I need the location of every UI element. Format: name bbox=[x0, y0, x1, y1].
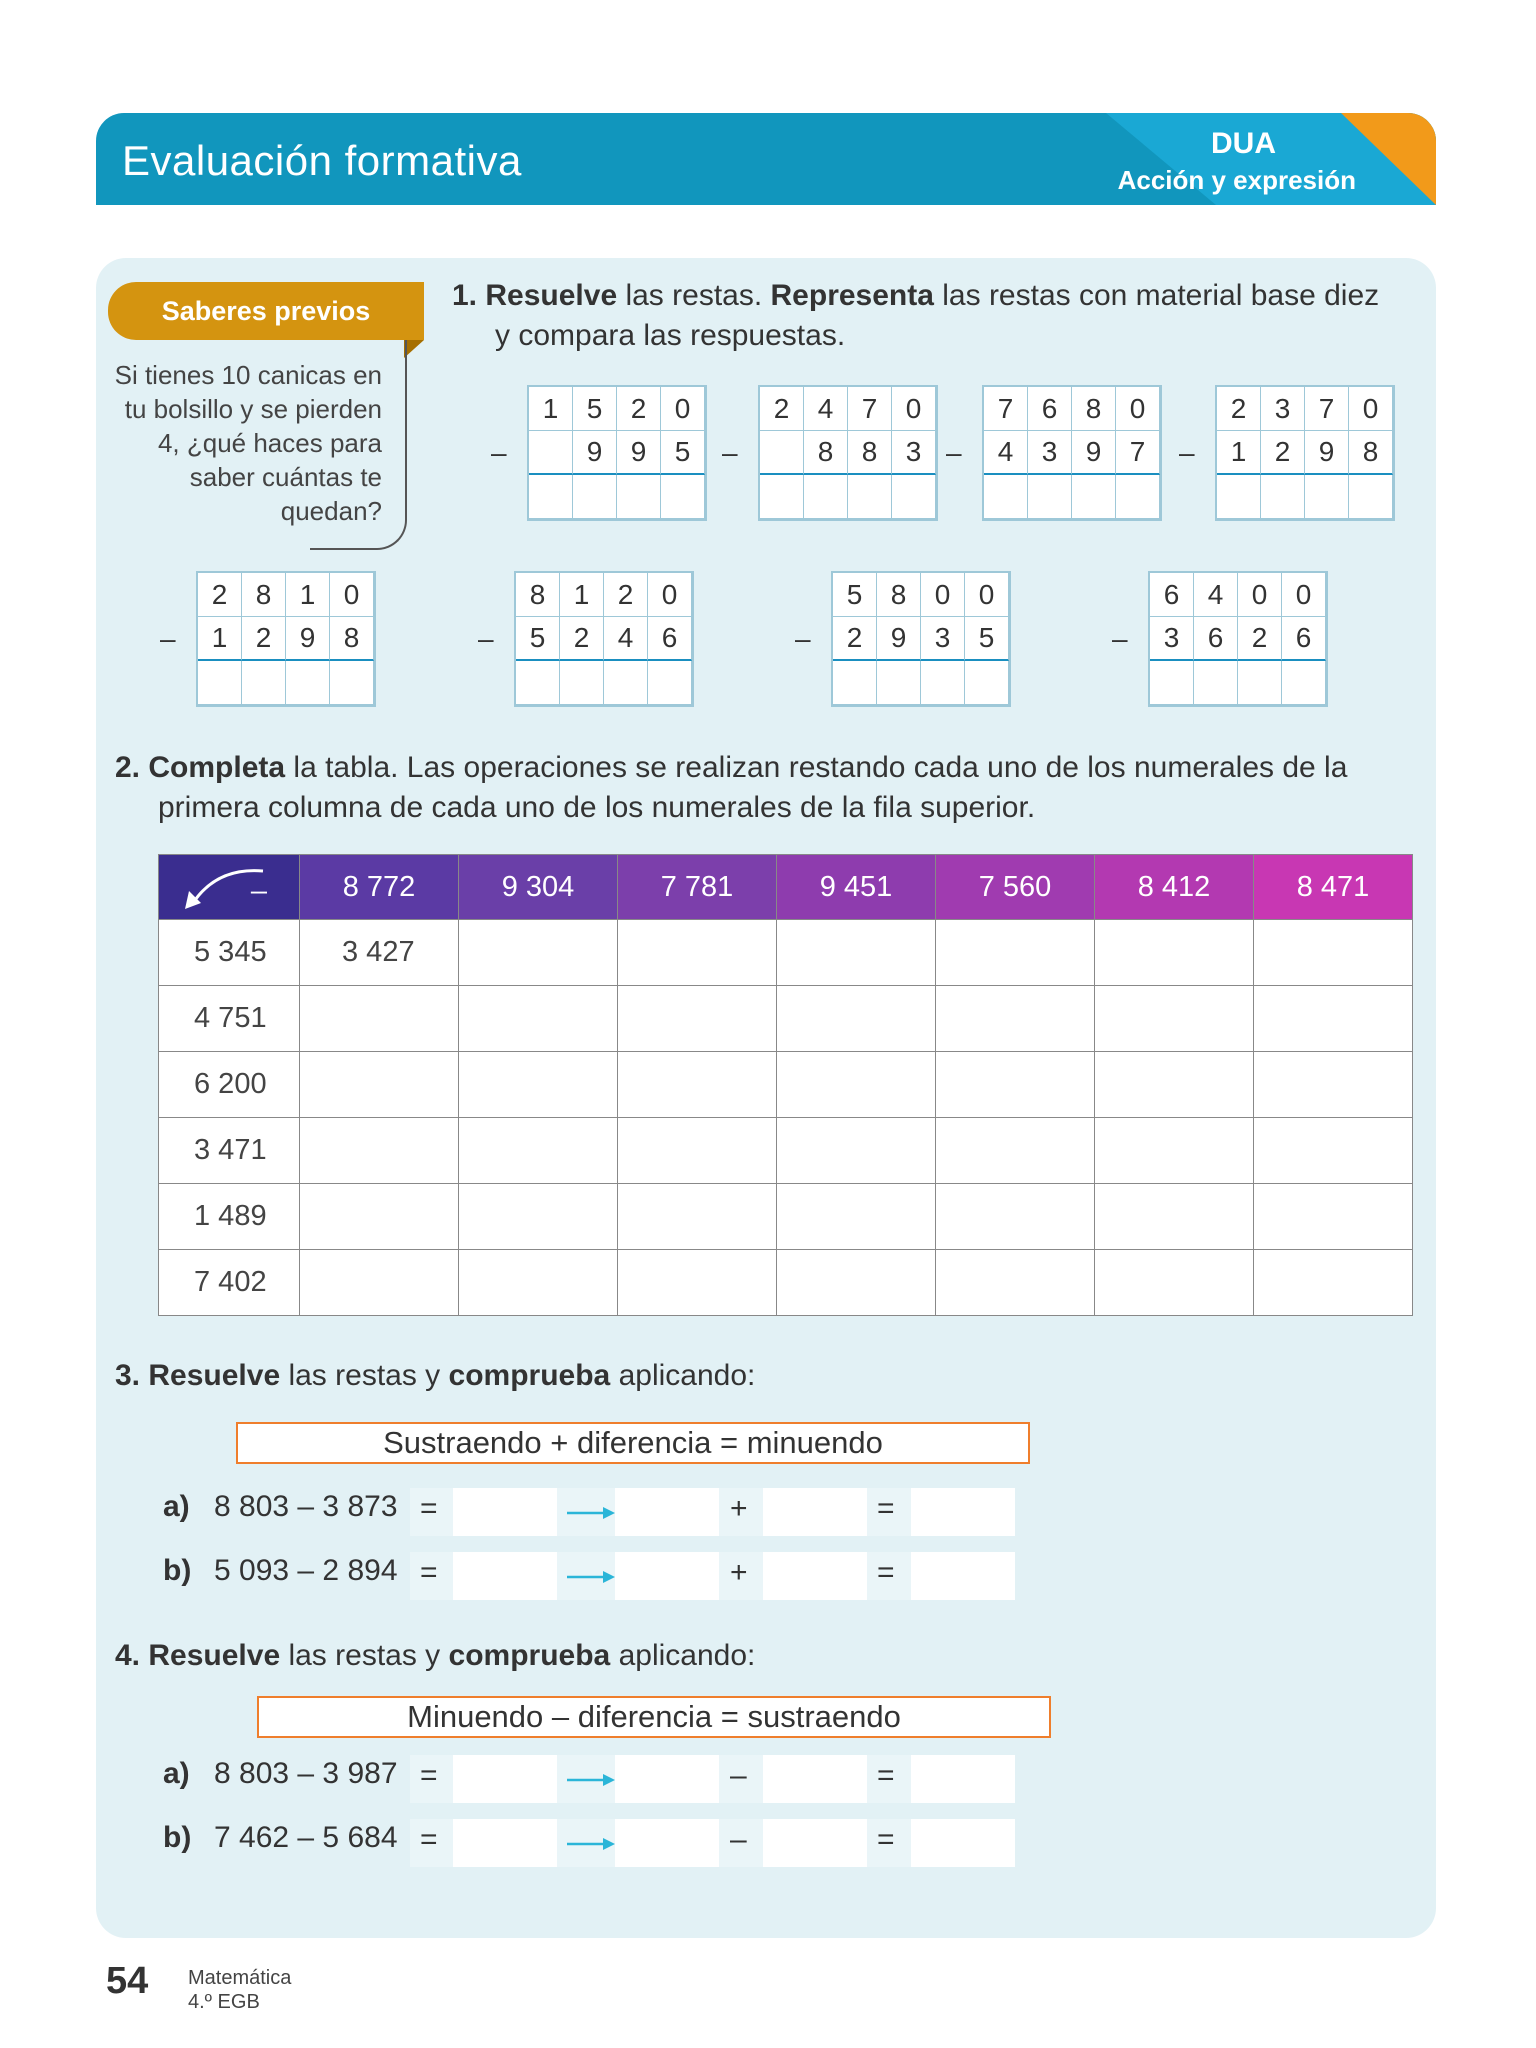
item-label: b) bbox=[163, 1821, 192, 1854]
minuend-digit: 0 bbox=[965, 573, 1009, 617]
answer-digit-cell[interactable] bbox=[804, 475, 848, 519]
subtraction-grid bbox=[527, 385, 707, 521]
result-cell[interactable] bbox=[1254, 1052, 1413, 1118]
answer-digit-cell[interactable] bbox=[529, 475, 573, 519]
subtrahend-digit: 2 bbox=[1261, 431, 1305, 475]
answer-digit-cell[interactable] bbox=[1305, 475, 1349, 519]
minuend-digit: 7 bbox=[848, 387, 892, 431]
result-cell[interactable] bbox=[459, 986, 618, 1052]
row-label-cell: 5 345 bbox=[159, 920, 300, 986]
subtrahend-digit: 3 bbox=[1150, 617, 1194, 661]
result-cell[interactable] bbox=[459, 1118, 618, 1184]
equals-sign: = bbox=[420, 1759, 438, 1792]
answer-digit-cell[interactable] bbox=[198, 661, 242, 705]
result-cell[interactable] bbox=[936, 1118, 1095, 1184]
result-cell[interactable] bbox=[936, 1052, 1095, 1118]
question-2: 2. Completa la tabla. Las operaciones se realizan restando cada uno de los numerales de la primera columna de cada uno de los numerales de la fila superior. bbox=[115, 751, 1348, 824]
minuend-digit: 7 bbox=[984, 387, 1028, 431]
subtrahend-digit: 5 bbox=[516, 617, 560, 661]
table-corner-cell: – bbox=[159, 855, 300, 920]
footer-subject: Matemática 4.º EGB bbox=[188, 1967, 292, 2013]
answer-digit-cell[interactable] bbox=[892, 475, 936, 519]
minuend-digit: 0 bbox=[648, 573, 692, 617]
answer-box[interactable] bbox=[911, 1488, 1015, 1536]
table-header-cell: 8 471 bbox=[1254, 855, 1413, 920]
answer-box[interactable] bbox=[911, 1552, 1015, 1600]
row-label-cell: 3 471 bbox=[159, 1118, 300, 1184]
page-number: 54 bbox=[106, 1960, 149, 2002]
subtraction-grid bbox=[831, 571, 1011, 707]
result-cell[interactable] bbox=[936, 1250, 1095, 1316]
result-cell[interactable] bbox=[459, 1052, 618, 1118]
minus-sign: – bbox=[491, 437, 507, 468]
answer-box[interactable] bbox=[911, 1755, 1015, 1803]
result-cell[interactable] bbox=[936, 920, 1095, 986]
minus-sign: – bbox=[160, 623, 176, 654]
result-cell[interactable] bbox=[1254, 986, 1413, 1052]
formula-box-4: Minuendo – diferencia = sustraendo bbox=[257, 1696, 1051, 1738]
result-cell[interactable] bbox=[459, 920, 618, 986]
minuend-digit: 2 bbox=[198, 573, 242, 617]
answer-digit-cell[interactable] bbox=[1217, 475, 1261, 519]
row-label-cell: 1 489 bbox=[159, 1184, 300, 1250]
equals-sign: = bbox=[877, 1823, 895, 1856]
subtrahend-digit: 2 bbox=[560, 617, 604, 661]
result-cell[interactable] bbox=[618, 1052, 777, 1118]
result-cell[interactable] bbox=[777, 1184, 936, 1250]
subtrahend-digit: 2 bbox=[833, 617, 877, 661]
subtrahend-digit: 8 bbox=[848, 431, 892, 475]
equals-sign: = bbox=[877, 1556, 895, 1589]
table-header-cell: 7 781 bbox=[618, 855, 777, 920]
item-label: a) bbox=[163, 1490, 190, 1523]
subtrahend-digit: 8 bbox=[330, 617, 374, 661]
subtrahend-digit: 1 bbox=[1217, 431, 1261, 475]
subtrahend-digit: 4 bbox=[984, 431, 1028, 475]
minuend-digit: 2 bbox=[1217, 387, 1261, 431]
result-cell[interactable] bbox=[459, 1250, 618, 1316]
result-cell[interactable] bbox=[777, 920, 936, 986]
section-header bbox=[96, 113, 1436, 205]
minus-sign: – bbox=[722, 437, 738, 468]
result-cell[interactable] bbox=[936, 986, 1095, 1052]
answer-digit-cell[interactable] bbox=[833, 661, 877, 705]
answer-digit-cell[interactable] bbox=[648, 661, 692, 705]
answer-digit-cell[interactable] bbox=[1238, 661, 1282, 705]
item-label: b) bbox=[163, 1554, 192, 1587]
table-row bbox=[159, 986, 1413, 1052]
subtrahend-digit: 4 bbox=[604, 617, 648, 661]
result-cell[interactable] bbox=[1095, 986, 1254, 1052]
minuend-digit: 2 bbox=[760, 387, 804, 431]
answer-box[interactable] bbox=[763, 1552, 867, 1600]
result-cell[interactable] bbox=[1095, 1184, 1254, 1250]
result-cell[interactable] bbox=[618, 1250, 777, 1316]
subtrahend-digit: 6 bbox=[1194, 617, 1238, 661]
minuend-digit: 7 bbox=[1305, 387, 1349, 431]
subtrahend-digit: 3 bbox=[892, 431, 936, 475]
result-cell[interactable] bbox=[1095, 1052, 1254, 1118]
answer-digit-cell[interactable] bbox=[1261, 475, 1305, 519]
answer-box[interactable] bbox=[763, 1755, 867, 1803]
subtrahend-digit: 2 bbox=[242, 617, 286, 661]
table-header-cell: 8 772 bbox=[300, 855, 459, 920]
minuend-digit: 0 bbox=[330, 573, 374, 617]
subtrahend-digit: 9 bbox=[1305, 431, 1349, 475]
minus-sign: – bbox=[1112, 623, 1128, 654]
minus-sign: – bbox=[795, 623, 811, 654]
minuend-digit: 8 bbox=[877, 573, 921, 617]
answer-digit-cell[interactable] bbox=[1282, 661, 1326, 705]
arrow-right-icon bbox=[567, 1570, 615, 1584]
subtrahend-digit: 9 bbox=[1072, 431, 1116, 475]
answer-digit-cell[interactable] bbox=[516, 661, 560, 705]
result-cell[interactable] bbox=[300, 1052, 459, 1118]
answer-digit-cell[interactable] bbox=[1150, 661, 1194, 705]
minuend-digit: 0 bbox=[921, 573, 965, 617]
saberes-previos-tag: Saberes previos bbox=[108, 282, 424, 340]
result-cell[interactable]: 3 427 bbox=[300, 920, 459, 986]
subtrahend-digit: 6 bbox=[648, 617, 692, 661]
subtrahend-digit: 7 bbox=[1116, 431, 1160, 475]
answer-digit-cell[interactable] bbox=[984, 475, 1028, 519]
answer-digit-cell[interactable] bbox=[1072, 475, 1116, 519]
minuend-digit: 1 bbox=[286, 573, 330, 617]
arrow-right-icon bbox=[567, 1506, 615, 1520]
subtraction-expression: 5 093 – 2 894 bbox=[214, 1554, 398, 1587]
minuend-digit: 0 bbox=[1238, 573, 1282, 617]
subtrahend-digit bbox=[529, 431, 573, 475]
answer-box[interactable] bbox=[615, 1552, 719, 1600]
subtraction-table bbox=[158, 854, 1413, 1316]
answer-box[interactable] bbox=[615, 1755, 719, 1803]
minuend-digit: 0 bbox=[1349, 387, 1393, 431]
answer-digit-cell[interactable] bbox=[286, 661, 330, 705]
minuend-digit: 0 bbox=[1282, 573, 1326, 617]
minuend-digit: 8 bbox=[1072, 387, 1116, 431]
formula-box-3: Sustraendo + diferencia = minuendo bbox=[236, 1422, 1030, 1464]
minuend-digit: 5 bbox=[833, 573, 877, 617]
subtraction-expression: 7 462 – 5 684 bbox=[214, 1821, 398, 1854]
subtrahend-digit: 3 bbox=[921, 617, 965, 661]
question-4: 4. Resuelve las restas y comprueba aplicando: bbox=[115, 1639, 756, 1672]
minuend-digit: 4 bbox=[804, 387, 848, 431]
saberes-question: Si tienes 10 canicas en tu bolsillo y se pierden 4, ¿qué haces para saber cuántas te quedan? bbox=[114, 360, 382, 526]
answer-box[interactable] bbox=[911, 1819, 1015, 1867]
minuend-digit: 0 bbox=[892, 387, 936, 431]
answer-digit-cell[interactable] bbox=[1194, 661, 1238, 705]
table-row bbox=[159, 1184, 1413, 1250]
subtraction-grid bbox=[196, 571, 376, 707]
subtrahend-digit: 6 bbox=[1282, 617, 1326, 661]
minus-sign: – bbox=[946, 437, 962, 468]
result-cell[interactable] bbox=[300, 1184, 459, 1250]
subtrahend-digit: 5 bbox=[965, 617, 1009, 661]
operation-sign: – bbox=[730, 1823, 747, 1856]
answer-box[interactable] bbox=[453, 1819, 557, 1867]
answer-box[interactable] bbox=[763, 1819, 867, 1867]
result-cell[interactable] bbox=[1254, 1184, 1413, 1250]
answer-digit-cell[interactable] bbox=[242, 661, 286, 705]
subtrahend-digit: 1 bbox=[198, 617, 242, 661]
dua-label: DUA bbox=[1211, 127, 1276, 160]
result-cell[interactable] bbox=[1095, 1250, 1254, 1316]
subtrahend-digit: 9 bbox=[286, 617, 330, 661]
answer-digit-cell[interactable] bbox=[560, 661, 604, 705]
answer-digit-cell[interactable] bbox=[573, 475, 617, 519]
table-row bbox=[159, 1052, 1413, 1118]
equals-sign: = bbox=[420, 1492, 438, 1525]
result-cell[interactable] bbox=[618, 920, 777, 986]
result-cell[interactable] bbox=[300, 1250, 459, 1316]
answer-digit-cell[interactable] bbox=[848, 475, 892, 519]
operation-sign: – bbox=[730, 1759, 747, 1792]
row-label-cell: 7 402 bbox=[159, 1250, 300, 1316]
minuend-digit: 0 bbox=[1116, 387, 1160, 431]
result-cell[interactable] bbox=[936, 1184, 1095, 1250]
arrow-right-icon bbox=[567, 1837, 615, 1851]
result-cell[interactable] bbox=[1095, 1118, 1254, 1184]
result-cell[interactable] bbox=[1254, 1118, 1413, 1184]
answer-digit-cell[interactable] bbox=[1116, 475, 1160, 519]
answer-digit-cell[interactable] bbox=[1028, 475, 1072, 519]
subtrahend-digit: 5 bbox=[661, 431, 705, 475]
answer-digit-cell[interactable] bbox=[921, 661, 965, 705]
subtraction-expression: 8 803 – 3 987 bbox=[214, 1757, 398, 1790]
table-header-cell: 9 451 bbox=[777, 855, 936, 920]
result-cell[interactable] bbox=[459, 1184, 618, 1250]
item-label: a) bbox=[163, 1757, 190, 1790]
subtraction-grid bbox=[1215, 385, 1395, 521]
subtrahend-digit: 9 bbox=[573, 431, 617, 475]
table-row bbox=[159, 920, 1413, 986]
minuend-digit: 0 bbox=[661, 387, 705, 431]
answer-box[interactable] bbox=[453, 1488, 557, 1536]
result-cell[interactable] bbox=[1095, 920, 1254, 986]
answer-digit-cell[interactable] bbox=[330, 661, 374, 705]
result-cell[interactable] bbox=[1254, 920, 1413, 986]
subtraction-grid bbox=[982, 385, 1162, 521]
result-cell[interactable] bbox=[1254, 1250, 1413, 1316]
question-3: 3. Resuelve las restas y comprueba aplicando: bbox=[115, 1359, 756, 1392]
equals-sign: = bbox=[877, 1759, 895, 1792]
question-1: 1. Resuelve las restas. Representa las restas con material base diez y compara las respuestas. bbox=[452, 279, 1380, 352]
subtraction-grid bbox=[758, 385, 938, 521]
result-cell[interactable] bbox=[777, 1250, 936, 1316]
result-cell[interactable] bbox=[777, 1052, 936, 1118]
table-row bbox=[159, 1118, 1413, 1184]
row-label-cell: 4 751 bbox=[159, 986, 300, 1052]
result-cell[interactable] bbox=[300, 1118, 459, 1184]
answer-box[interactable] bbox=[453, 1755, 557, 1803]
arrow-right-icon bbox=[567, 1773, 615, 1787]
subtrahend-digit: 8 bbox=[804, 431, 848, 475]
dua-sublabel: Acción y expresión bbox=[1117, 165, 1356, 195]
minuend-digit: 4 bbox=[1194, 573, 1238, 617]
equals-sign: = bbox=[420, 1556, 438, 1589]
equals-sign: = bbox=[420, 1823, 438, 1856]
subtraction-grid bbox=[1148, 571, 1328, 707]
minuend-digit: 5 bbox=[573, 387, 617, 431]
subtrahend-digit: 2 bbox=[1238, 617, 1282, 661]
answer-box[interactable] bbox=[763, 1488, 867, 1536]
answer-digit-cell[interactable] bbox=[965, 661, 1009, 705]
subtraction-grid bbox=[514, 571, 694, 707]
answer-box[interactable] bbox=[453, 1552, 557, 1600]
subtrahend-digit: 3 bbox=[1028, 431, 1072, 475]
section-title: Evaluación formativa bbox=[122, 137, 522, 184]
minuend-digit: 3 bbox=[1261, 387, 1305, 431]
minuend-digit: 6 bbox=[1150, 573, 1194, 617]
answer-digit-cell[interactable] bbox=[604, 661, 648, 705]
result-cell[interactable] bbox=[777, 1118, 936, 1184]
answer-digit-cell[interactable] bbox=[661, 475, 705, 519]
minuend-digit: 2 bbox=[604, 573, 648, 617]
result-cell[interactable] bbox=[618, 1118, 777, 1184]
subtrahend-digit: 9 bbox=[877, 617, 921, 661]
row-label-cell: 6 200 bbox=[159, 1052, 300, 1118]
answer-digit-cell[interactable] bbox=[877, 661, 921, 705]
minus-sign: – bbox=[478, 623, 494, 654]
subtraction-expression: 8 803 – 3 873 bbox=[214, 1490, 398, 1523]
result-cell[interactable] bbox=[618, 986, 777, 1052]
minuend-digit: 1 bbox=[560, 573, 604, 617]
equals-sign: = bbox=[877, 1492, 895, 1525]
result-cell[interactable] bbox=[300, 986, 459, 1052]
answer-box[interactable] bbox=[615, 1819, 719, 1867]
table-header-cell: 9 304 bbox=[459, 855, 618, 920]
answer-digit-cell[interactable] bbox=[1349, 475, 1393, 519]
minuend-digit: 8 bbox=[242, 573, 286, 617]
table-header-cell: 8 412 bbox=[1095, 855, 1254, 920]
minuend-digit: 6 bbox=[1028, 387, 1072, 431]
subtrahend-digit bbox=[760, 431, 804, 475]
operation-sign: + bbox=[730, 1492, 748, 1525]
answer-digit-cell[interactable] bbox=[617, 475, 661, 519]
subtrahend-digit: 8 bbox=[1349, 431, 1393, 475]
result-cell[interactable] bbox=[777, 986, 936, 1052]
answer-box[interactable] bbox=[615, 1488, 719, 1536]
minus-sign: – bbox=[1179, 437, 1195, 468]
minuend-digit: 2 bbox=[617, 387, 661, 431]
table-header-row bbox=[159, 855, 1413, 920]
table-header-cell: 7 560 bbox=[936, 855, 1095, 920]
subtrahend-digit: 9 bbox=[617, 431, 661, 475]
result-cell[interactable] bbox=[618, 1184, 777, 1250]
minuend-digit: 8 bbox=[516, 573, 560, 617]
answer-digit-cell[interactable] bbox=[760, 475, 804, 519]
table-row bbox=[159, 1250, 1413, 1316]
operation-sign: + bbox=[730, 1556, 748, 1589]
minuend-digit: 1 bbox=[529, 387, 573, 431]
